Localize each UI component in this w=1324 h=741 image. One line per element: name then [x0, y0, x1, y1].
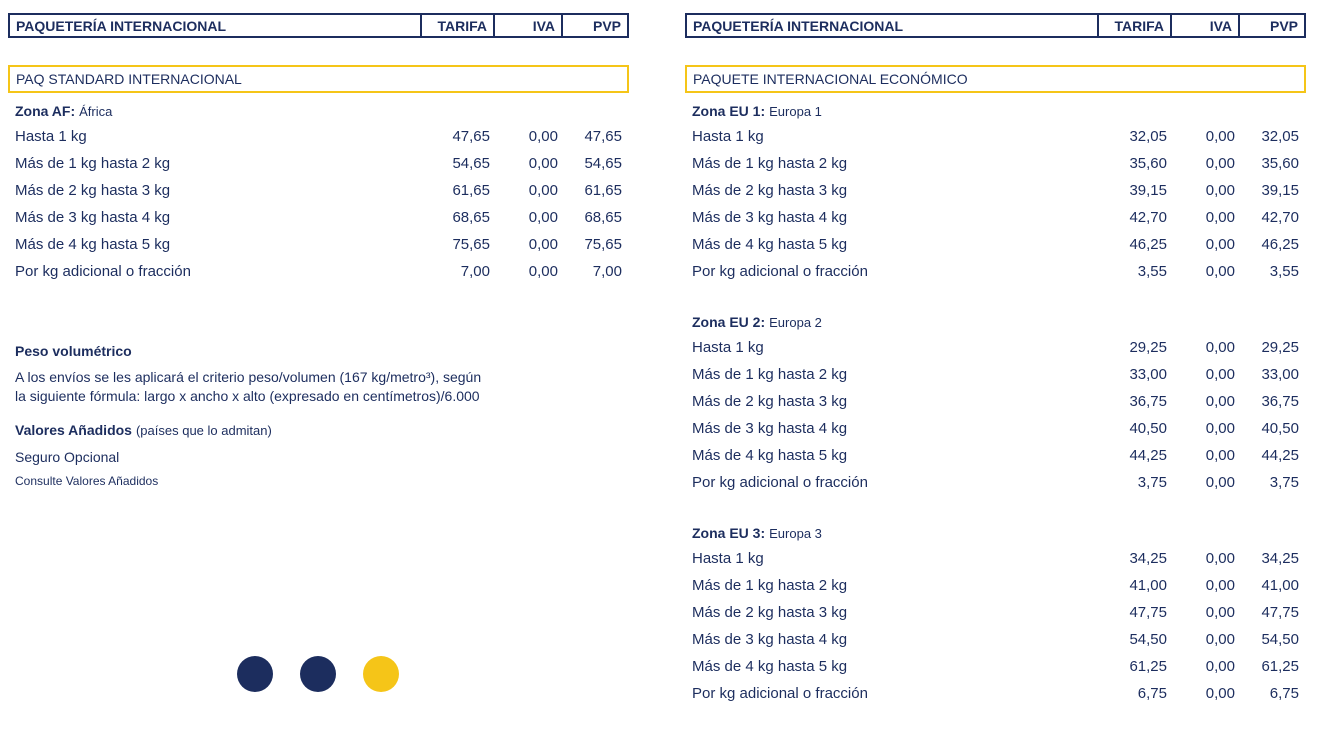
row-label: Más de 1 kg hasta 2 kg — [692, 577, 848, 594]
row-iva: 0,00 — [1205, 339, 1235, 356]
header-iva: IVA — [495, 15, 563, 36]
row-label: Por kg adicional o fracción — [692, 474, 868, 491]
row-label: Más de 3 kg hasta 4 kg — [692, 209, 848, 226]
row-label: Hasta 1 kg — [692, 128, 764, 145]
table-row — [685, 150, 1306, 177]
row-label: Más de 3 kg hasta 4 kg — [692, 631, 848, 648]
header-tarifa: TARIFA — [1099, 15, 1172, 36]
table-row — [685, 361, 1306, 388]
row-pvp: 33,00 — [1261, 366, 1299, 383]
row-pvp: 41,00 — [1261, 577, 1299, 594]
zone-title — [8, 99, 629, 123]
table-row — [8, 231, 629, 258]
row-iva: 0,00 — [1205, 577, 1235, 594]
row-pvp: 3,55 — [1269, 263, 1299, 280]
zone-block — [685, 521, 1306, 707]
row-iva: 0,00 — [1205, 236, 1235, 253]
peso-volumetrico-title: Peso volumétrico — [15, 343, 132, 359]
row-label: Más de 2 kg hasta 3 kg — [15, 182, 171, 199]
row-iva: 0,00 — [1205, 474, 1235, 491]
table-row — [8, 204, 629, 231]
table-row — [685, 204, 1306, 231]
zone-list — [685, 99, 1306, 707]
table-row — [685, 442, 1306, 469]
row-tarifa: 7,00 — [460, 263, 490, 280]
table-row — [685, 545, 1306, 572]
peso-line-2: la siguiente fórmula: largo x ancho x alto (expresado en centímetros)/6.000 — [15, 388, 480, 404]
table-header — [8, 13, 629, 38]
row-label: Más de 2 kg hasta 3 kg — [692, 393, 848, 410]
notes-block — [15, 340, 575, 491]
row-label: Por kg adicional o fracción — [692, 263, 868, 280]
row-tarifa: 33,00 — [1129, 366, 1167, 383]
row-iva: 0,00 — [1205, 182, 1235, 199]
table-header — [685, 13, 1306, 38]
row-pvp: 36,75 — [1261, 393, 1299, 410]
table-row — [685, 123, 1306, 150]
row-iva: 0,00 — [1205, 685, 1235, 702]
row-pvp: 54,50 — [1261, 631, 1299, 648]
row-tarifa: 34,25 — [1129, 550, 1167, 567]
row-tarifa: 35,60 — [1129, 155, 1167, 172]
row-pvp: 54,65 — [584, 155, 622, 172]
zone-code: Zona EU 1: — [692, 103, 766, 119]
row-label: Hasta 1 kg — [692, 339, 764, 356]
row-label: Hasta 1 kg — [692, 550, 764, 567]
section-title: PAQUETE INTERNACIONAL ECONÓMICO — [685, 65, 1306, 93]
table-row — [685, 626, 1306, 653]
row-tarifa: 68,65 — [452, 209, 490, 226]
row-iva: 0,00 — [528, 155, 558, 172]
table-row — [685, 680, 1306, 707]
header-title: PAQUETERÍA INTERNACIONAL — [10, 15, 422, 36]
row-iva: 0,00 — [1205, 550, 1235, 567]
table-row — [685, 258, 1306, 285]
peso-volumetrico-text — [15, 368, 575, 406]
row-pvp: 75,65 — [584, 236, 622, 253]
row-tarifa: 32,05 — [1129, 128, 1167, 145]
table-row — [685, 388, 1306, 415]
decorative-dot — [300, 656, 336, 692]
zone-block — [8, 99, 629, 285]
row-tarifa: 6,75 — [1137, 685, 1167, 702]
peso-line-1: A los envíos se les aplicará el criterio peso/volumen (167 kg/metro³), según — [15, 369, 482, 385]
row-pvp: 44,25 — [1261, 447, 1299, 464]
row-tarifa: 46,25 — [1129, 236, 1167, 253]
row-tarifa: 54,65 — [452, 155, 490, 172]
row-label: Más de 2 kg hasta 3 kg — [692, 604, 848, 621]
row-tarifa: 61,25 — [1129, 658, 1167, 675]
header-title: PAQUETERÍA INTERNACIONAL — [687, 15, 1099, 36]
row-pvp: 61,25 — [1261, 658, 1299, 675]
row-label: Más de 1 kg hasta 2 kg — [15, 155, 171, 172]
row-label: Más de 4 kg hasta 5 kg — [15, 236, 171, 253]
row-iva: 0,00 — [1205, 631, 1235, 648]
left-column — [8, 13, 629, 285]
table-row — [685, 653, 1306, 680]
zone-block — [685, 99, 1306, 285]
row-label: Más de 1 kg hasta 2 kg — [692, 155, 848, 172]
zone-title — [685, 310, 1306, 334]
zone-name: Europa 2 — [769, 314, 822, 330]
row-pvp: 7,00 — [592, 263, 622, 280]
table-row — [685, 572, 1306, 599]
row-tarifa: 3,55 — [1137, 263, 1167, 280]
row-label: Por kg adicional o fracción — [15, 263, 191, 280]
valores-anadidos-note: (países que lo admitan) — [135, 422, 272, 438]
row-pvp: 39,15 — [1261, 182, 1299, 199]
row-tarifa: 42,70 — [1129, 209, 1167, 226]
row-label: Más de 1 kg hasta 2 kg — [692, 366, 848, 383]
row-tarifa: 47,65 — [452, 128, 490, 145]
zone-code: Zona AF: — [15, 103, 76, 119]
row-tarifa: 40,50 — [1129, 420, 1167, 437]
table-row — [685, 177, 1306, 204]
zone-block — [685, 310, 1306, 496]
table-row — [685, 334, 1306, 361]
row-iva: 0,00 — [528, 182, 558, 199]
row-label: Más de 4 kg hasta 5 kg — [692, 658, 848, 675]
row-pvp: 61,65 — [584, 182, 622, 199]
row-label: Más de 3 kg hasta 4 kg — [692, 420, 848, 437]
row-iva: 0,00 — [1205, 366, 1235, 383]
table-row — [685, 231, 1306, 258]
table-row — [685, 599, 1306, 626]
zone-code: Zona EU 2: — [692, 314, 766, 330]
valores-anadidos-label: Valores Añadidos — [15, 422, 132, 438]
row-iva: 0,00 — [1205, 128, 1235, 145]
decorative-dot — [363, 656, 399, 692]
section-title: PAQ STANDARD INTERNACIONAL — [8, 65, 629, 93]
row-pvp: 3,75 — [1269, 474, 1299, 491]
row-pvp: 46,25 — [1261, 236, 1299, 253]
zone-name: Europa 3 — [769, 525, 822, 541]
row-pvp: 42,70 — [1261, 209, 1299, 226]
row-tarifa: 54,50 — [1129, 631, 1167, 648]
right-column — [685, 13, 1306, 707]
row-label: Más de 4 kg hasta 5 kg — [692, 236, 848, 253]
row-iva: 0,00 — [528, 128, 558, 145]
consulte-valores-link: Consulte Valores Añadidos — [15, 474, 159, 488]
row-pvp: 35,60 — [1261, 155, 1299, 172]
row-tarifa: 47,75 — [1129, 604, 1167, 621]
zone-title — [685, 521, 1306, 545]
row-iva: 0,00 — [1205, 658, 1235, 675]
row-iva: 0,00 — [528, 209, 558, 226]
header-iva: IVA — [1172, 15, 1240, 36]
row-label: Hasta 1 kg — [15, 128, 87, 145]
decorative-dots — [237, 656, 399, 692]
row-pvp: 6,75 — [1269, 685, 1299, 702]
row-iva: 0,00 — [1205, 447, 1235, 464]
row-iva: 0,00 — [1205, 155, 1235, 172]
row-pvp: 68,65 — [584, 209, 622, 226]
row-pvp: 40,50 — [1261, 420, 1299, 437]
row-iva: 0,00 — [528, 236, 558, 253]
zone-name: Europa 1 — [769, 103, 822, 119]
zone-title — [685, 99, 1306, 123]
row-pvp: 47,75 — [1261, 604, 1299, 621]
table-row — [685, 469, 1306, 496]
row-tarifa: 39,15 — [1129, 182, 1167, 199]
row-iva: 0,00 — [528, 263, 558, 280]
zone-code: Zona EU 3: — [692, 525, 766, 541]
row-iva: 0,00 — [1205, 209, 1235, 226]
row-tarifa: 29,25 — [1129, 339, 1167, 356]
row-label: Por kg adicional o fracción — [692, 685, 868, 702]
row-pvp: 32,05 — [1261, 128, 1299, 145]
row-pvp: 34,25 — [1261, 550, 1299, 567]
header-tarifa: TARIFA — [422, 15, 495, 36]
table-row — [8, 150, 629, 177]
table-row — [8, 177, 629, 204]
row-label: Más de 3 kg hasta 4 kg — [15, 209, 171, 226]
row-iva: 0,00 — [1205, 420, 1235, 437]
row-iva: 0,00 — [1205, 393, 1235, 410]
row-tarifa: 3,75 — [1137, 474, 1167, 491]
seguro-opcional: Seguro Opcional — [15, 449, 120, 465]
row-label: Más de 4 kg hasta 5 kg — [692, 447, 848, 464]
row-label: Más de 2 kg hasta 3 kg — [692, 182, 848, 199]
row-pvp: 47,65 — [584, 128, 622, 145]
decorative-dot — [237, 656, 273, 692]
row-tarifa: 44,25 — [1129, 447, 1167, 464]
table-row — [8, 258, 629, 285]
header-pvp: PVP — [1269, 17, 1298, 34]
row-pvp: 29,25 — [1261, 339, 1299, 356]
table-row — [8, 123, 629, 150]
row-tarifa: 41,00 — [1129, 577, 1167, 594]
row-tarifa: 36,75 — [1129, 393, 1167, 410]
row-tarifa: 75,65 — [452, 236, 490, 253]
header-pvp: PVP — [592, 17, 621, 34]
zone-list — [8, 99, 629, 285]
row-iva: 0,00 — [1205, 604, 1235, 621]
row-iva: 0,00 — [1205, 263, 1235, 280]
table-row — [685, 415, 1306, 442]
valores-anadidos-title — [15, 419, 575, 441]
row-tarifa: 61,65 — [452, 182, 490, 199]
zone-name: África — [79, 103, 113, 119]
